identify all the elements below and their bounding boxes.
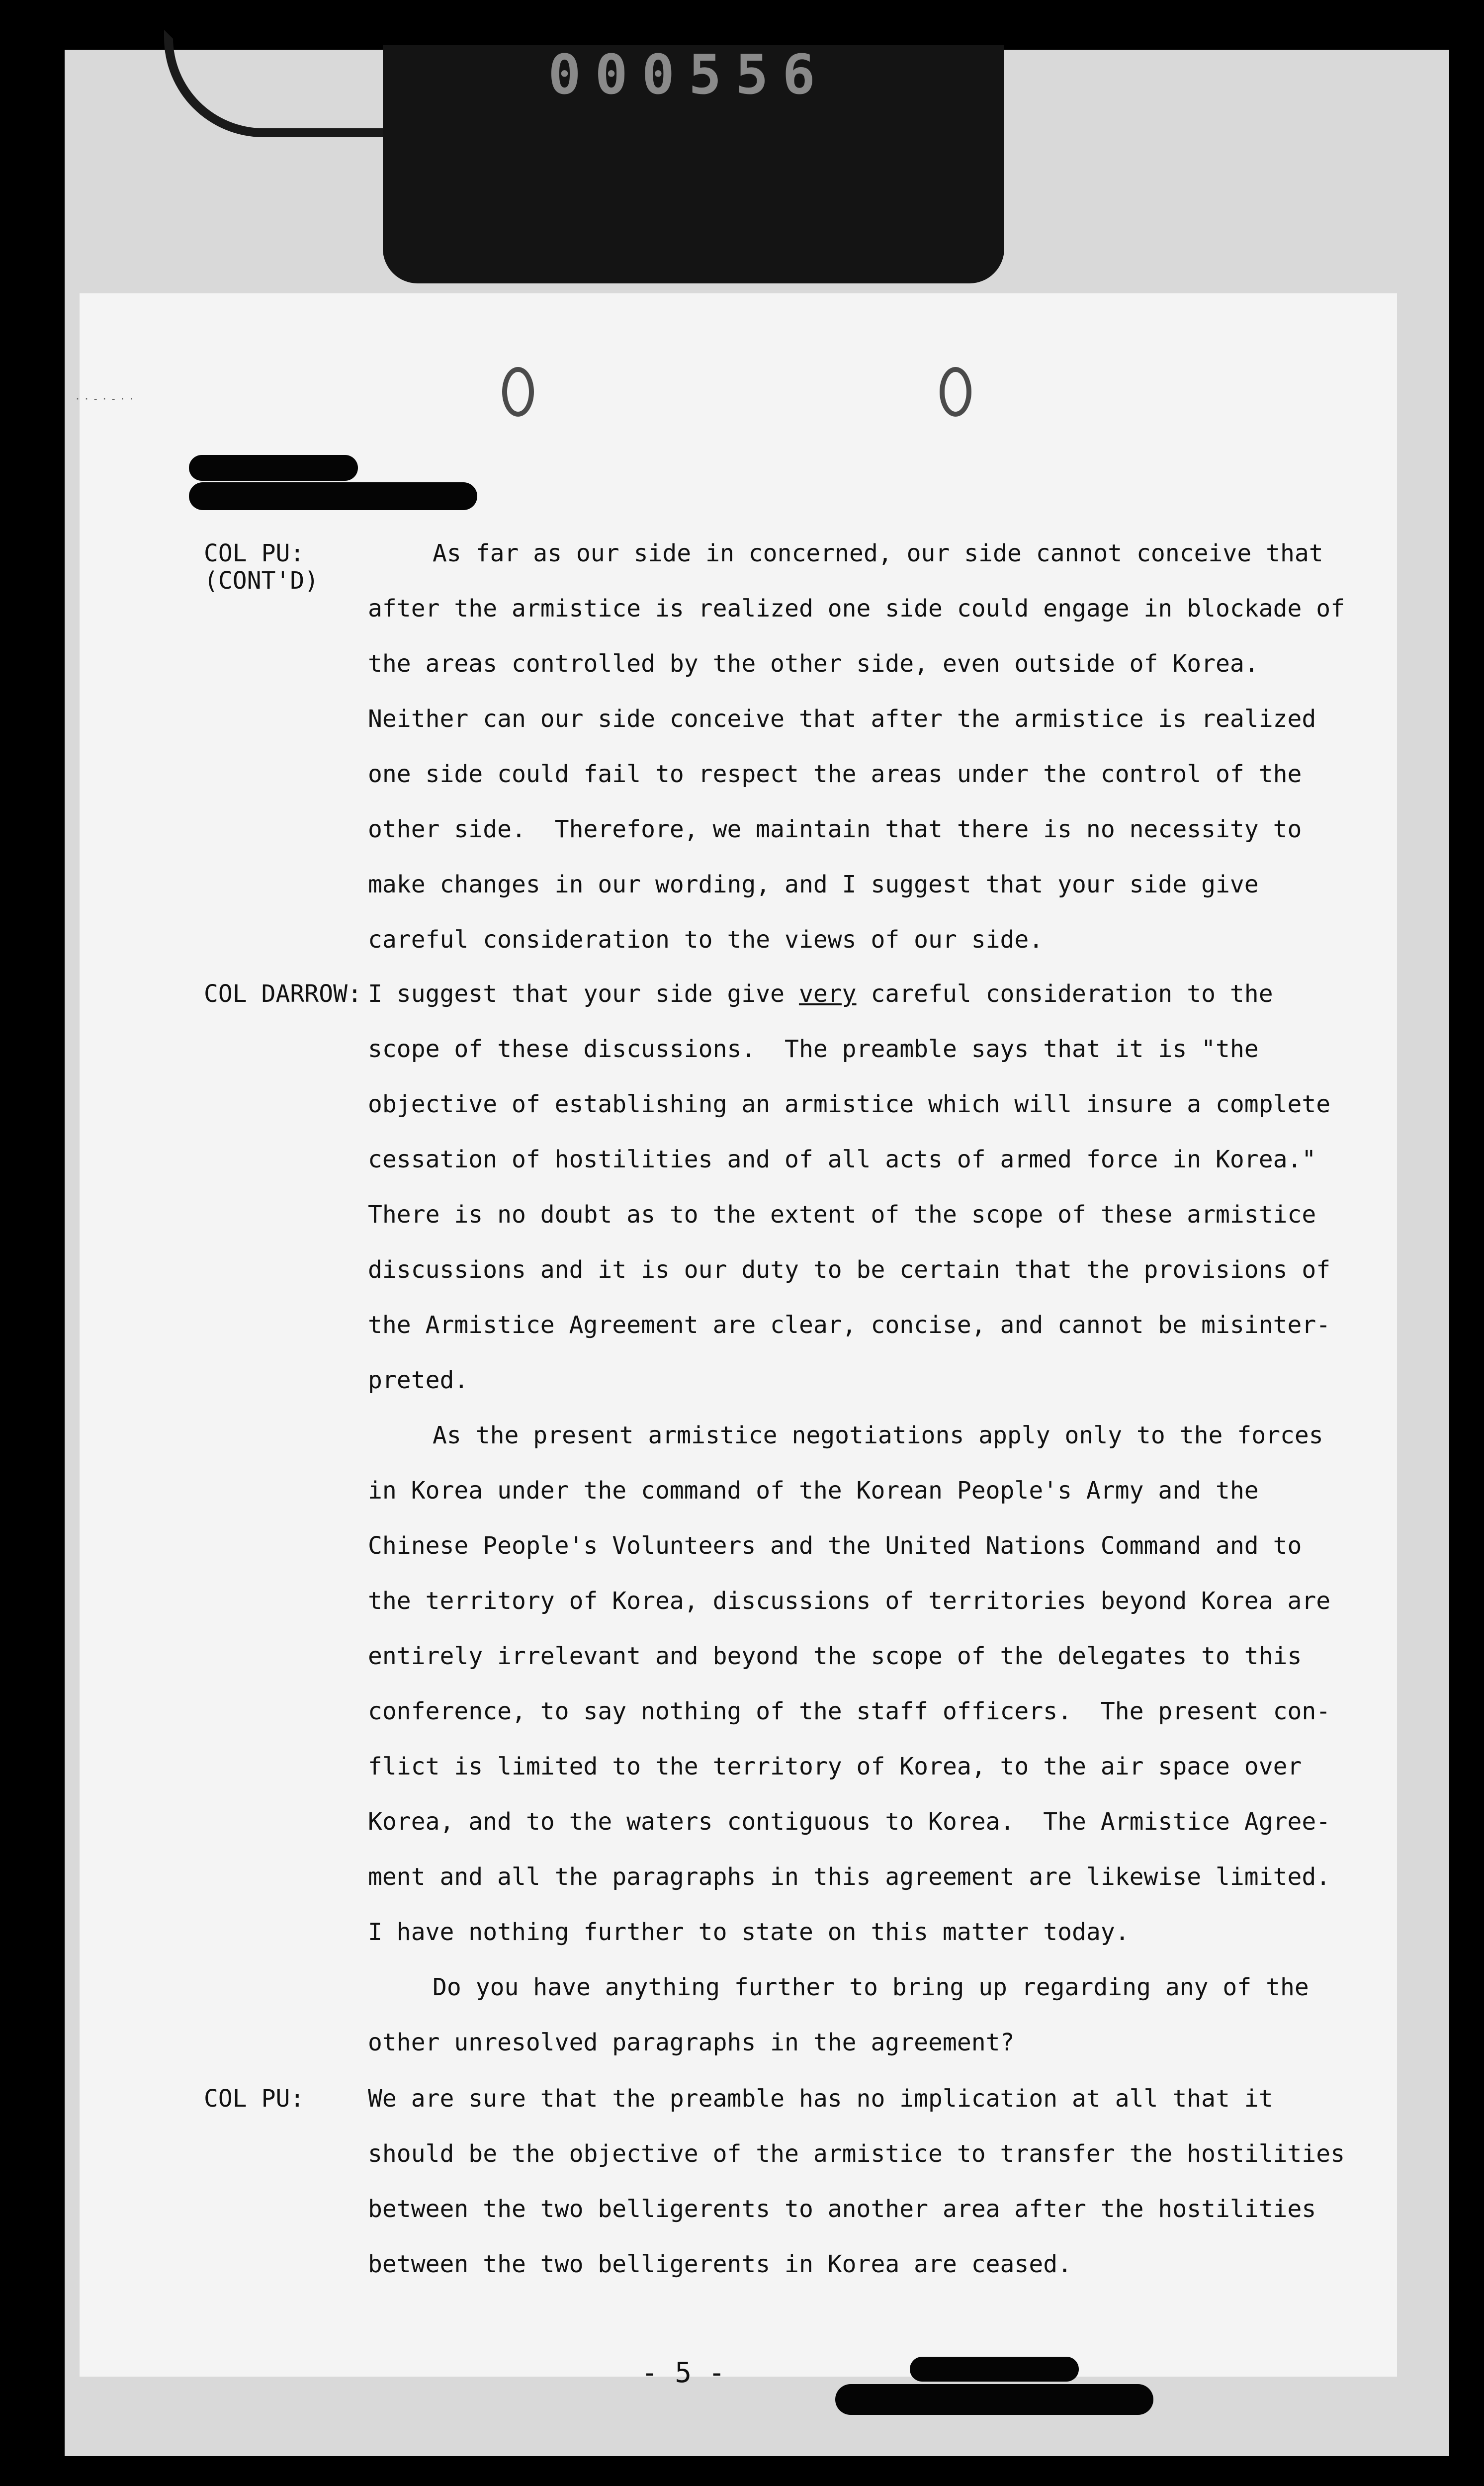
text-line: Neither can our side conceive that after the armistice is realized [368, 705, 1316, 733]
text-line: after the armistice is realized one side could engage in blockade of [368, 595, 1345, 622]
redaction-bar-bottom-1 [910, 2357, 1079, 2382]
text-line: flict is limited to the territory of Korea, to the air space over [368, 1753, 1302, 1780]
text-line: between the two belligerents in Korea are ceased. [368, 2250, 1072, 2278]
punch-hole-right [940, 367, 971, 417]
text-line: conference, to say nothing of the staff officers. The present con- [368, 1697, 1331, 1725]
text-line: Chinese People's Volunteers and the United Nations Command and to [368, 1532, 1302, 1560]
emphasized-word: very [798, 980, 857, 1008]
text-segment: careful consideration to the [856, 980, 1273, 1008]
text-line: the areas controlled by the other side, even outside of Korea. [368, 650, 1259, 678]
text-line: careful consideration to the views of our side. [368, 926, 1044, 954]
punch-hole-left [502, 367, 534, 417]
text-line: objective of establishing an armistice which will insure a complete [368, 1090, 1331, 1118]
text-line: make changes in our wording, and I suggest that your side give [368, 871, 1259, 898]
text-line: entirely irrelevant and beyond the scope of the delegates to this [368, 1642, 1302, 1670]
speaker-label-col-pu: COL PU: [204, 539, 305, 567]
film-frame-number: 000556 [548, 43, 829, 106]
text-line: between the two belligerents to another area after the hostilities [368, 2195, 1316, 2223]
text-line: As far as our side in concerned, our side cannot conceive that [433, 539, 1323, 567]
text-line: one side could fail to respect the areas under the control of the [368, 760, 1302, 788]
text-line: other side. Therefore, we maintain that there is no necessity to [368, 815, 1302, 843]
speaker-label-col-darrow: COL DARROW: [204, 980, 362, 1008]
text-line: We are sure that the preamble has no implication at all that it [368, 2085, 1273, 2113]
page-number: - 5 - [641, 2357, 725, 2389]
text-line: the Armistice Agreement are clear, concise, and cannot be misinter- [368, 1311, 1331, 1339]
text-line: There is no doubt as to the extent of the scope of these armistice [368, 1201, 1316, 1229]
speaker-label-col-pu-2: COL PU: [204, 2085, 305, 2113]
text-line: the territory of Korea, discussions of territories beyond Korea are [368, 1587, 1331, 1615]
text-line: Do you have anything further to bring up regarding any of the [433, 1973, 1309, 2001]
text-line: scope of these discussions. The preamble says that it is "the [368, 1035, 1259, 1063]
text-line: other unresolved paragraphs in the agreement? [368, 2029, 1015, 2056]
text-line: in Korea under the command of the Korean People's Army and the [368, 1477, 1259, 1505]
speaker-continued-note: (CONT'D) [204, 567, 319, 595]
text-line: Korea, and to the waters contiguous to Korea. The Armistice Agree- [368, 1808, 1331, 1836]
text-line: should be the objective of the armistice to transfer the hostilities [368, 2140, 1345, 2168]
redaction-bar-top-2 [189, 482, 477, 510]
text-segment: I suggest that your side give [368, 980, 799, 1008]
text-line: preted. [368, 1366, 469, 1394]
text-line: cessation of hostilities and of all acts of armed force in Korea." [368, 1146, 1316, 1173]
text-line [368, 980, 1273, 1008]
text-line: I have nothing further to state on this matter today. [368, 1918, 1130, 1946]
redaction-bar-bottom-2 [835, 2384, 1153, 2415]
text-line: ment and all the paragraphs in this agreement are likewise limited. [368, 1863, 1331, 1891]
text-line: discussions and it is our duty to be certain that the provisions of [368, 1256, 1331, 1284]
text-line: As the present armistice negotiations apply only to the forces [433, 1421, 1323, 1449]
redaction-bar-top-1 [189, 455, 358, 481]
scan-specks: ··-·-·· [75, 393, 138, 405]
